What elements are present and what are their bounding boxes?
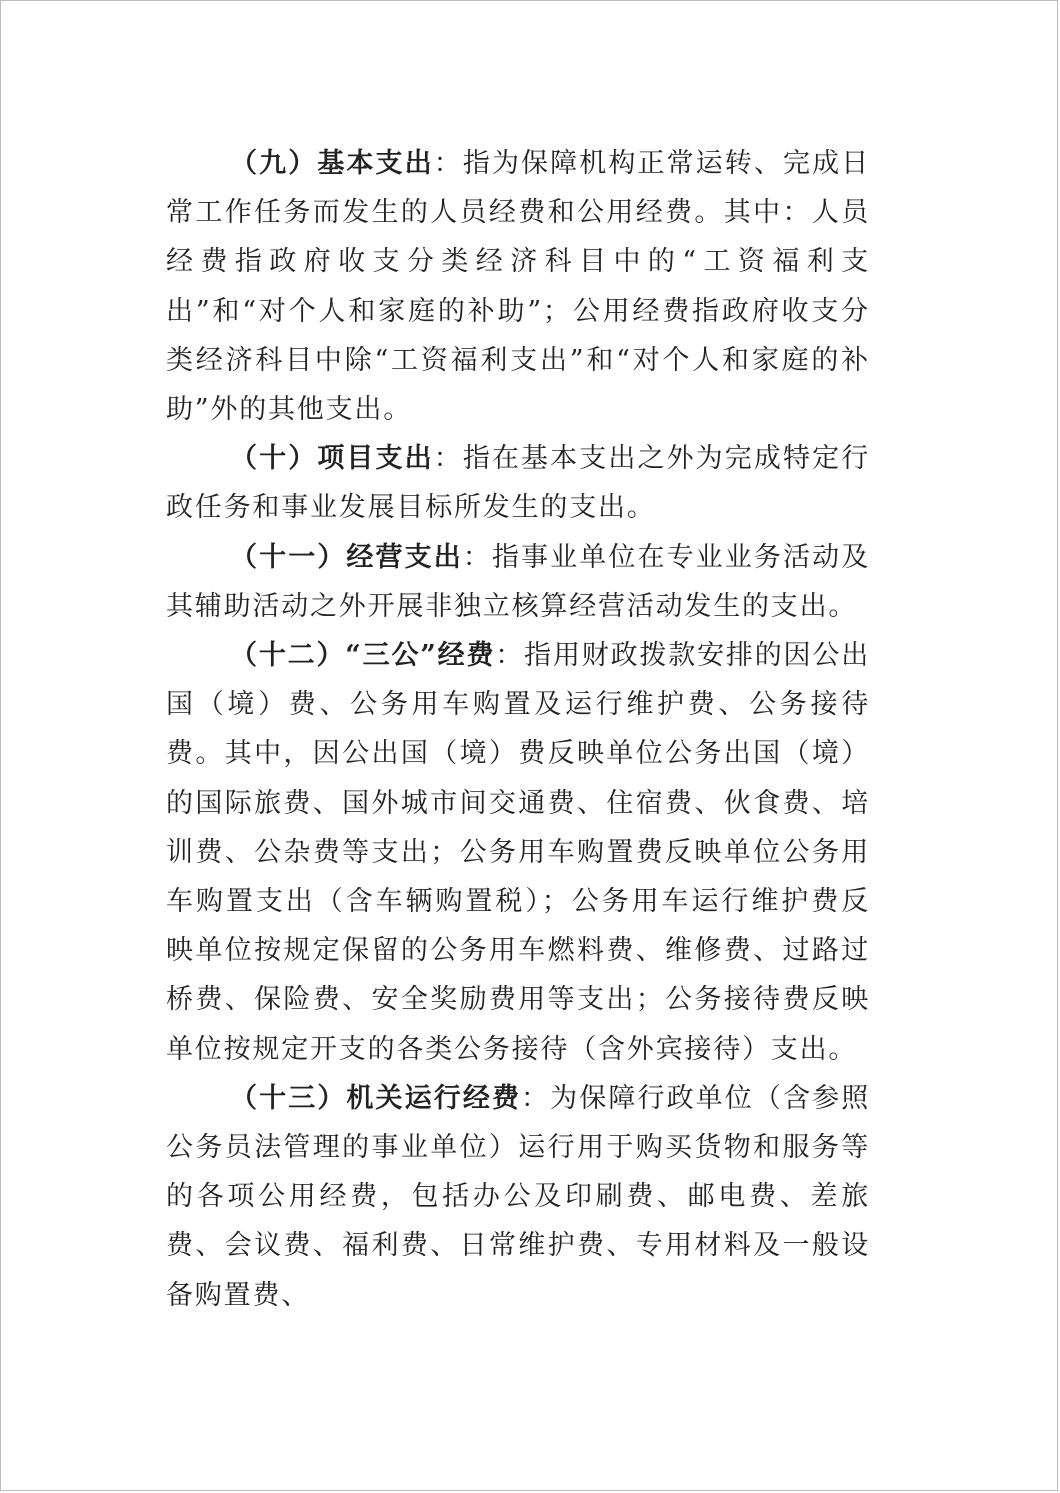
- term-three-public-funds: （十二）“三公”经费: [230, 640, 496, 672]
- paragraph-operating-expenditure: [166, 533, 870, 631]
- paragraph-basic-expenditure: [166, 139, 870, 434]
- term-project-expenditure: （十）项目支出: [230, 443, 434, 475]
- term-basic-expenditure: （九）基本支出: [230, 148, 434, 179]
- definition-three-public-funds: ：指用财政拨款安排的因公出国（境）费、公务用车购置及运行维护费、公务接待费。其中，因公出国（境）费反映单位公务出国（境）的国际旅费、国外城市间交通费、住宿费、伙食费、培训费、公杂费等支出；公务用车购置费反映单位公务用车购置支出（含车辆购置税）；公务用车运行维护费反映单位按规定保留的公务用车燃料费、维修费、过路过桥费、保险费、安全奖励费用等支出；公务接待费反映单位按规定开支的各类公务接待（含外宾接待）支出。: [166, 640, 871, 1065]
- definition-operating-expenditure: ：指事业单位在专业业务活动及其辅助活动之外开展非独立核算经营活动发生的支出。: [166, 541, 870, 622]
- paragraph-three-public-funds: [166, 631, 870, 1074]
- definition-project-expenditure: ：指在基本支出之外为完成特定行政任务和事业发展目标所发生的支出。: [166, 443, 870, 524]
- document-body: [166, 139, 870, 1320]
- paragraph-project-expenditure: [166, 434, 870, 532]
- definition-agency-operating-funds: ：为保障行政单位（含参照公务员法管理的事业单位）运行用于购买货物和服务等的各项公用经费，包括办公及印刷费、邮电费、差旅费、会议费、福利费、日常维护费、专用材料及一般设备购置费、: [166, 1082, 870, 1311]
- definition-basic-expenditure: ：指为保障机构正常运转、完成日常工作任务而发生的人员经费和公用经费。其中：人员经费指政府收支分类经济科目中的“工资福利支出”和“对个人和家庭的补助”；公用经费指政府收支分类经济科目中除“工资福利支出”和“对个人和家庭的补助”外的其他支出。: [166, 148, 870, 426]
- term-agency-operating-funds: （十三）机关运行经费: [230, 1082, 522, 1114]
- paragraph-agency-operating-funds: [166, 1074, 870, 1320]
- term-operating-expenditure: （十一）经营支出: [230, 541, 463, 573]
